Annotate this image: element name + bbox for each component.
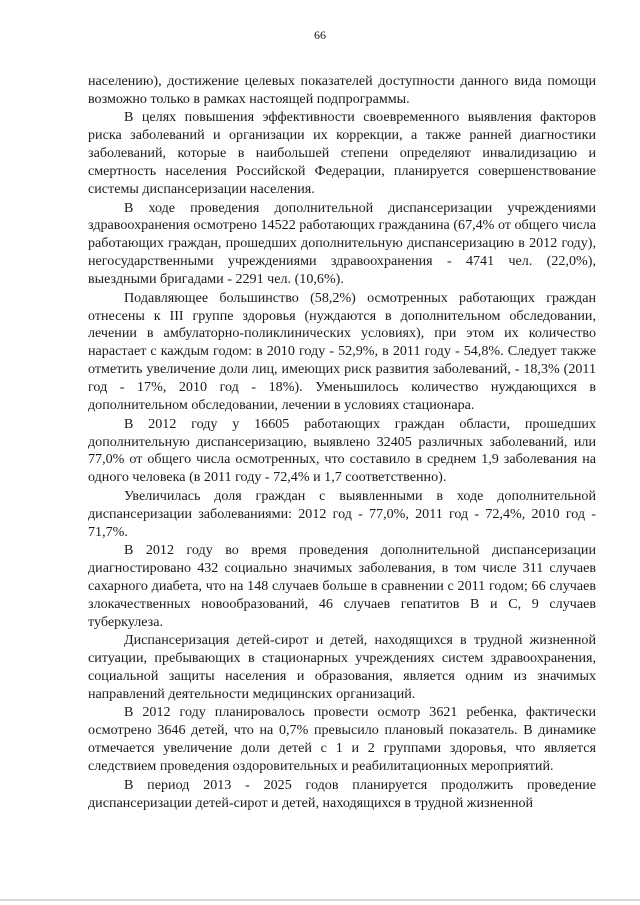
paragraph-examined-workers: В ходе проведения дополнительной диспансеризации учреждениями здравоохранения осмотрено 14522 работающих гражданина (67,4% от общего числа работающих граждан, прошедших дополнительную диспансеризацию в 2012 году), негосударственными учреждениями здравоохранения - 4741 чел. (22,0%), выездными бригадами - 2291 чел. (10,6%). [88, 199, 596, 288]
scan-bottom-edge [0, 899, 640, 901]
paragraph-health-group-iii: Подавляющее большинство (58,2%) осмотренных работающих граждан отнесены к III группе здоровья (нуждаются в дополнительном обследовании, лечении в амбулаторно-поликлинических условиях), при этом их количество нарастает с каждым годом: в 2010 году - 52,9%, в 2011 году - 54,8%. Следует также отметить увеличение доли лиц, имеющих риск развития заболеваний, - 18,3% (2011 год - 17%, 2010 год - 18%). Уменьшилось количество нуждающихся в дополнительном обследовании, лечении в условиях стационара. [88, 289, 596, 414]
document-body [88, 73, 596, 813]
paragraph-period-2013-2025: В период 2013 - 2025 годов планируется продолжить проведение диспансеризации детей-сирот и детей, находящихся в трудной жизненной [88, 776, 596, 811]
paragraph-children-examination-2012: В 2012 году планировалось провести осмотр 3621 ребенка, фактически осмотрено 3646 детей, что на 0,7% превысило плановый показатель. В динамике отмечается увеличение доли детей с 1 и 2 группами здоровья, что является следствием проведения оздоровительных и реабилитационных мероприятий. [88, 704, 596, 775]
paragraph-dispensary-improvement: В целях повышения эффективности своевременного выявления факторов риска заболеваний и организации их коррекции, а также ранней диагностики заболеваний, которые в наибольшей степени определяют инвалидизацию и смертность населения Российской Федерации, планируется совершенствование системы диспансеризации населения. [88, 109, 596, 198]
page-number: 66 [314, 28, 326, 42]
paragraph-share-increase: Увеличилась доля граждан с выявленными в ходе дополнительной диспансеризации заболеваниями: 2012 год - 77,0%, 2011 год - 72,4%, 2010 год - 71,7%. [88, 487, 596, 540]
paragraph-diseases-detected-2012: В 2012 году у 16605 работающих граждан области, прошедших дополнительную диспансеризацию, выявлено 32405 различных заболеваний, или 77,0% от общего числа осмотренных, что составило в среднем 1,9 заболевания на одного человека (в 2011 году - 72,4% и 1,7 соответственно). [88, 415, 596, 486]
paragraph-orphans-dispensary: Диспансеризация детей-сирот и детей, находящихся в трудной жизненной ситуации, пребывающих в стационарных учреждениях систем здравоохранения, социальной защиты населения и образования, является одним из значимых направлений деятельности медицинских организаций. [88, 632, 596, 702]
paragraph-continuation: населению), достижение целевых показателей доступности данного вида помощи возможно только в рамках настоящей подпрограммы. [88, 73, 596, 107]
paragraph-socially-significant-diseases: В 2012 году во время проведения дополнительной диспансеризации диагностировано 432 социально значимых заболевания, в том числе 311 случаев сахарного диабета, что на 148 случаев больше в сравнении с 2011 годом; 66 случаев злокачественных новообразований, 46 случаев гепатитов В и С, 9 случаев туберкулеза. [88, 542, 596, 630]
